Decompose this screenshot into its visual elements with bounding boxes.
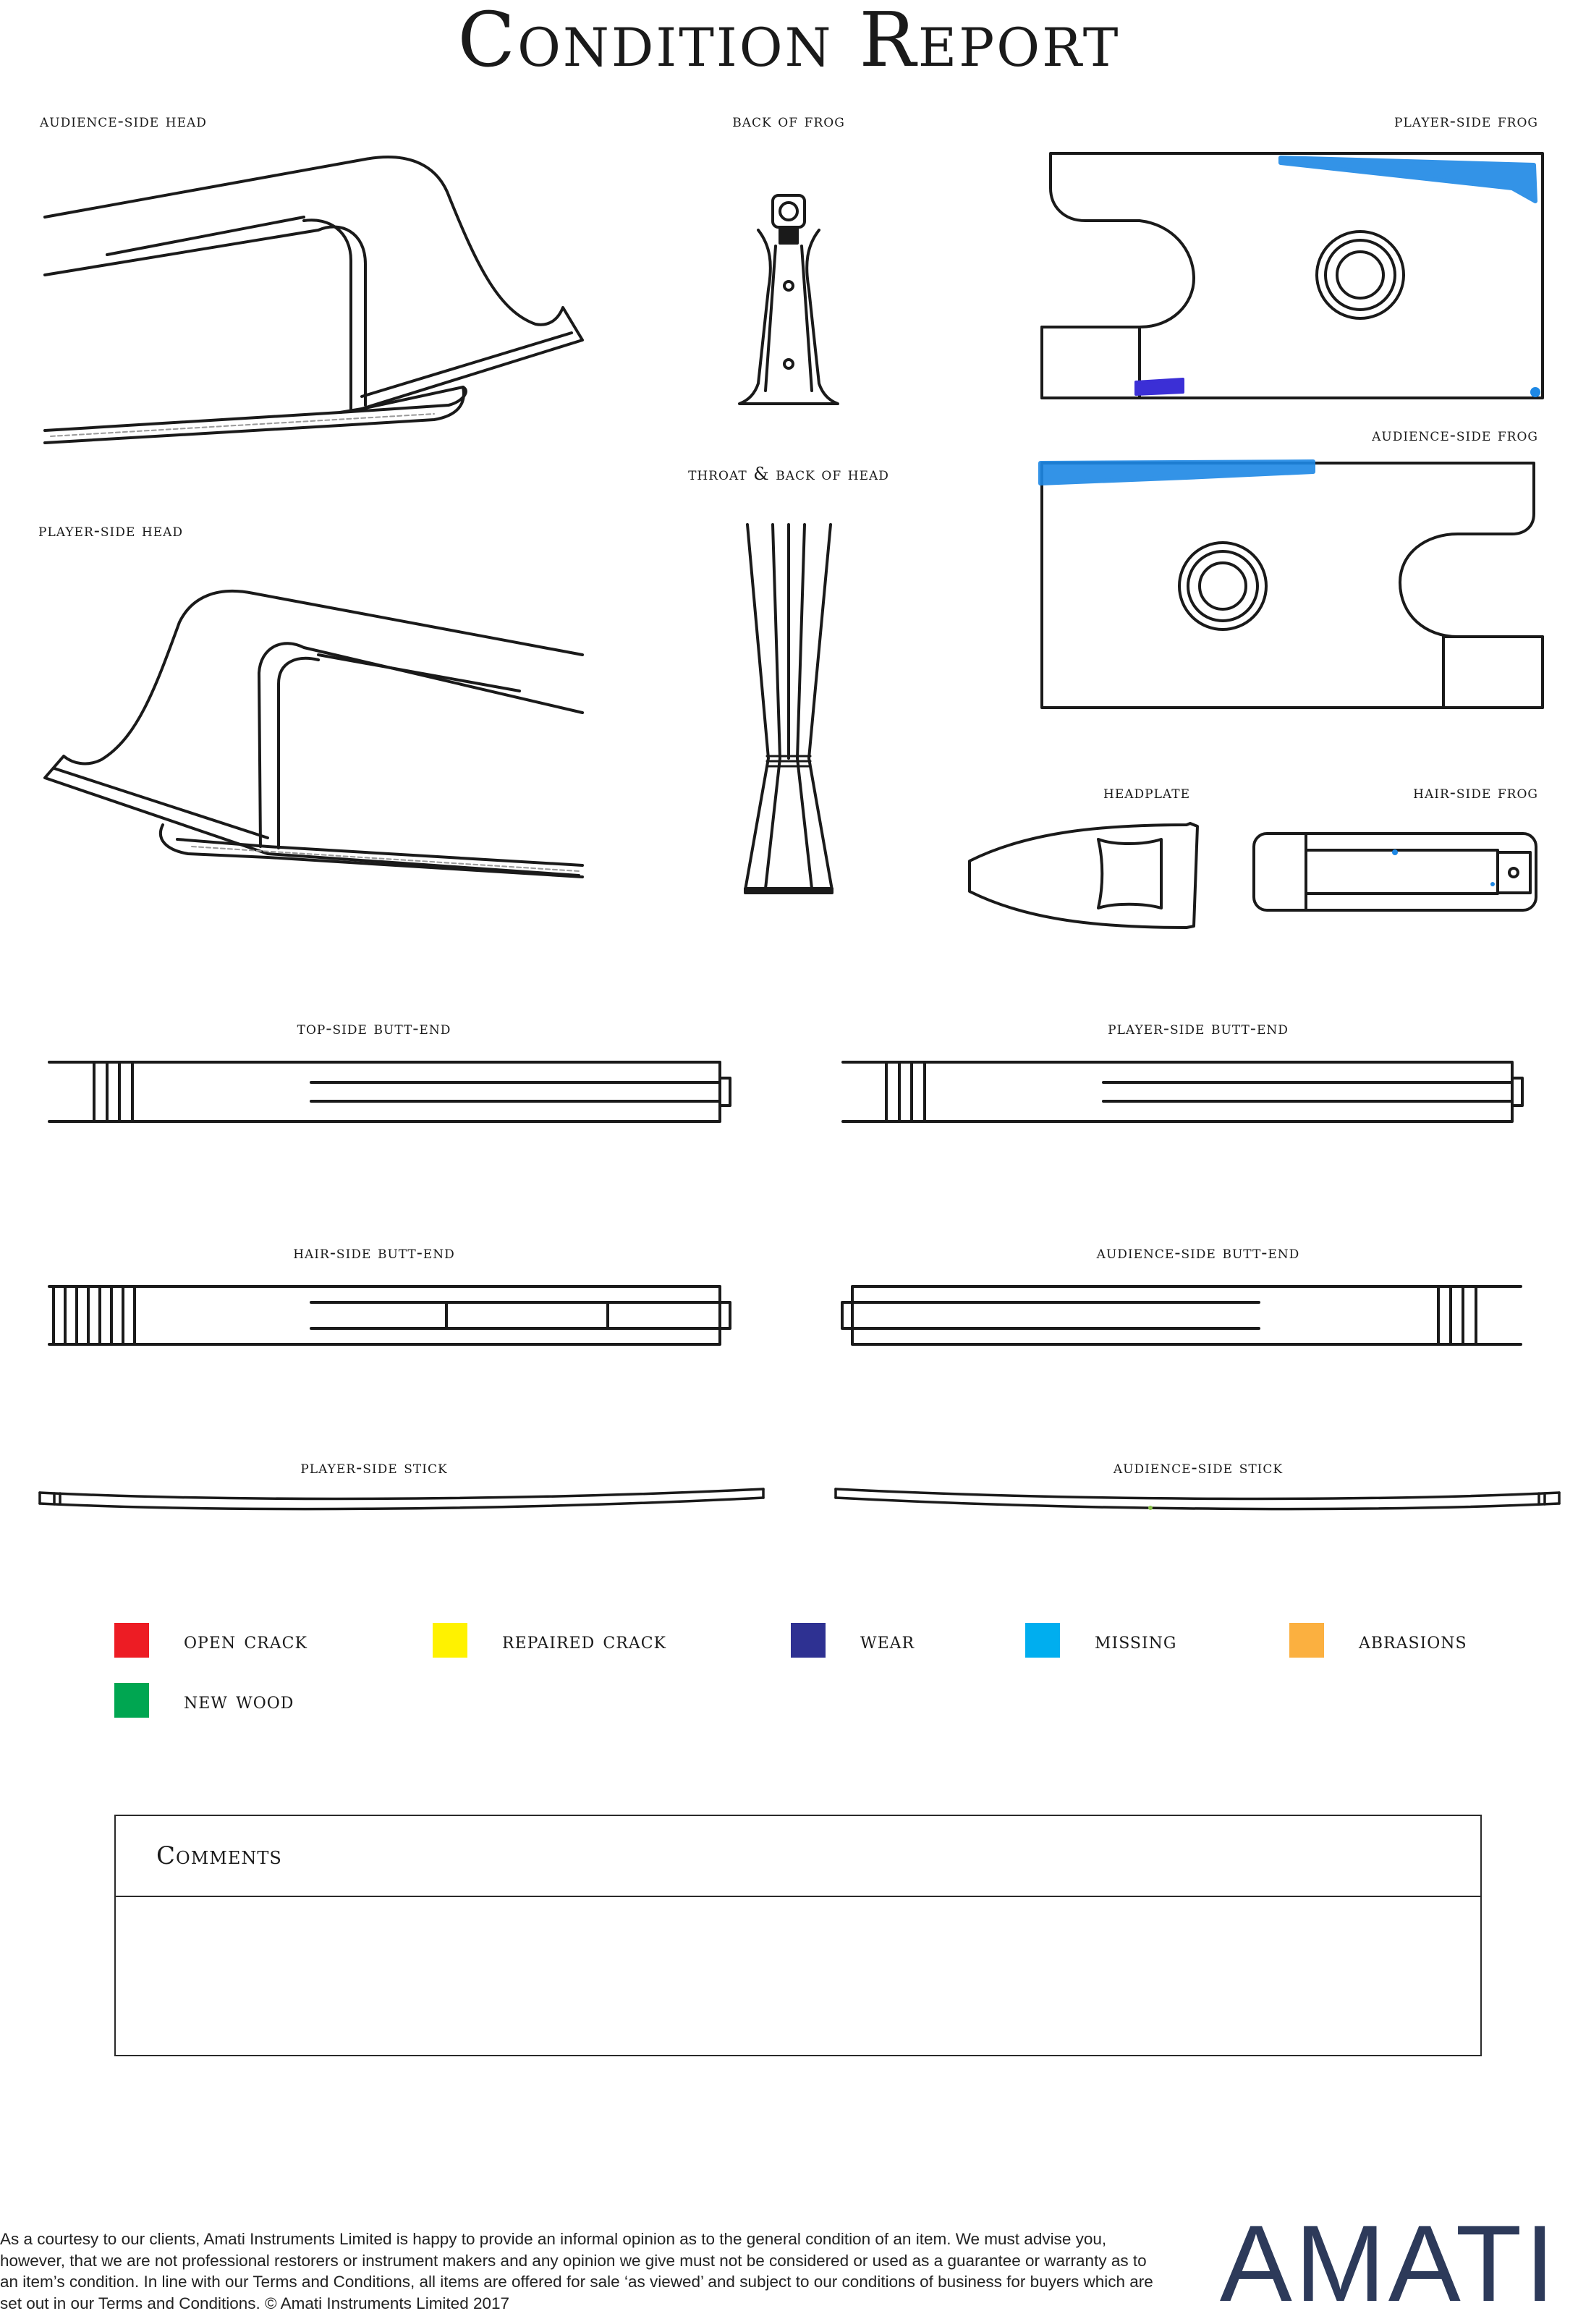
audience-side-head-drawing xyxy=(45,157,582,443)
label-back-of-frog: back of frog xyxy=(732,111,845,131)
player-side-head-drawing xyxy=(45,591,582,877)
page-title: Condition Report xyxy=(457,0,1121,84)
label-hair-side-frog: hair-side frog xyxy=(1413,782,1538,802)
legend-label: open crack xyxy=(184,1627,307,1654)
hair-side-butt-end-drawing xyxy=(49,1286,730,1344)
legend-repaired-crack xyxy=(433,1623,666,1658)
audience-side-frog-drawing xyxy=(1040,462,1543,708)
missing-swatch xyxy=(1025,1623,1060,1658)
audience-side-butt-end-drawing xyxy=(842,1286,1521,1344)
legend-abrasions xyxy=(1289,1623,1467,1658)
abrasions-swatch xyxy=(1289,1623,1324,1658)
comments-header xyxy=(116,1816,1480,1897)
back-of-frog-drawing xyxy=(739,195,838,404)
legend-label: missing xyxy=(1095,1627,1177,1654)
hair-side-frog-drawing xyxy=(1254,834,1536,910)
label-audience-side-stick: audience-side stick xyxy=(1113,1457,1284,1477)
player-side-butt-end-drawing xyxy=(843,1062,1522,1121)
missing-mark xyxy=(1392,849,1398,855)
disclaimer-text: As a courtesy to our clients, Amati Instruments Limited is happy to provide an informal opinion as to the general condition of an item. We must advise you, however, that we are not professional restorers or instrument makers and any opinion we give must not be considered or used as a guarantee or warranty as to an item’s condition. In line with our Terms and Conditions, all items are offered for sale ‘as viewed’ and subject to our conditions of business for buyers which are set out in our Terms and Conditions. © Amati Instruments Limited 2017 xyxy=(0,2230,1153,2312)
player-side-stick-drawing xyxy=(40,1489,763,1509)
label-player-side-frog: player-side frog xyxy=(1394,111,1538,131)
missing-mark xyxy=(1040,462,1313,483)
label-headplate: headplate xyxy=(1103,782,1190,802)
label-audience-side-butt-end: audience-side butt-end xyxy=(1096,1242,1300,1263)
legend-wear xyxy=(791,1623,915,1658)
label-hair-side-butt-end: hair-side butt-end xyxy=(293,1242,455,1263)
legend-label: abrasions xyxy=(1359,1627,1467,1654)
label-player-side-head: player-side head xyxy=(38,520,184,540)
label-player-side-butt-end: player-side butt-end xyxy=(1108,1018,1289,1038)
open-crack-swatch xyxy=(114,1623,149,1658)
legend-label: new wood xyxy=(184,1687,294,1714)
repaired-crack-swatch xyxy=(433,1623,467,1658)
legend-label: repaired crack xyxy=(502,1627,666,1654)
label-top-side-butt-end: top-side butt-end xyxy=(297,1018,451,1038)
audience-side-stick-drawing xyxy=(836,1489,1559,1510)
wear-mark xyxy=(1136,379,1183,394)
comments-title: Comments xyxy=(156,1841,282,1870)
label-audience-side-frog: audience-side frog xyxy=(1372,425,1538,445)
legend-new-wood xyxy=(114,1683,294,1718)
amati-logo: AMATI xyxy=(1219,2202,1558,2324)
label-audience-side-head: audience-side head xyxy=(40,111,207,131)
legend-label: wear xyxy=(860,1627,915,1654)
headplate-drawing xyxy=(970,823,1197,928)
throat-back-of-head-drawing xyxy=(745,525,832,893)
missing-mark xyxy=(1490,882,1495,886)
new-wood-swatch xyxy=(114,1683,149,1718)
legend-open-crack xyxy=(114,1623,307,1658)
missing-mark xyxy=(1281,158,1535,201)
top-side-butt-end-drawing xyxy=(49,1062,730,1121)
wear-swatch xyxy=(791,1623,826,1658)
new-wood-mark xyxy=(1148,1506,1153,1510)
comments-field[interactable] xyxy=(116,1897,1480,2055)
player-side-frog-drawing xyxy=(1042,153,1543,398)
label-player-side-stick: player-side stick xyxy=(300,1457,448,1477)
comments-box xyxy=(114,1815,1482,2056)
label-throat-back-of-head: throat & back of head xyxy=(688,464,889,484)
legend-missing xyxy=(1025,1623,1177,1658)
